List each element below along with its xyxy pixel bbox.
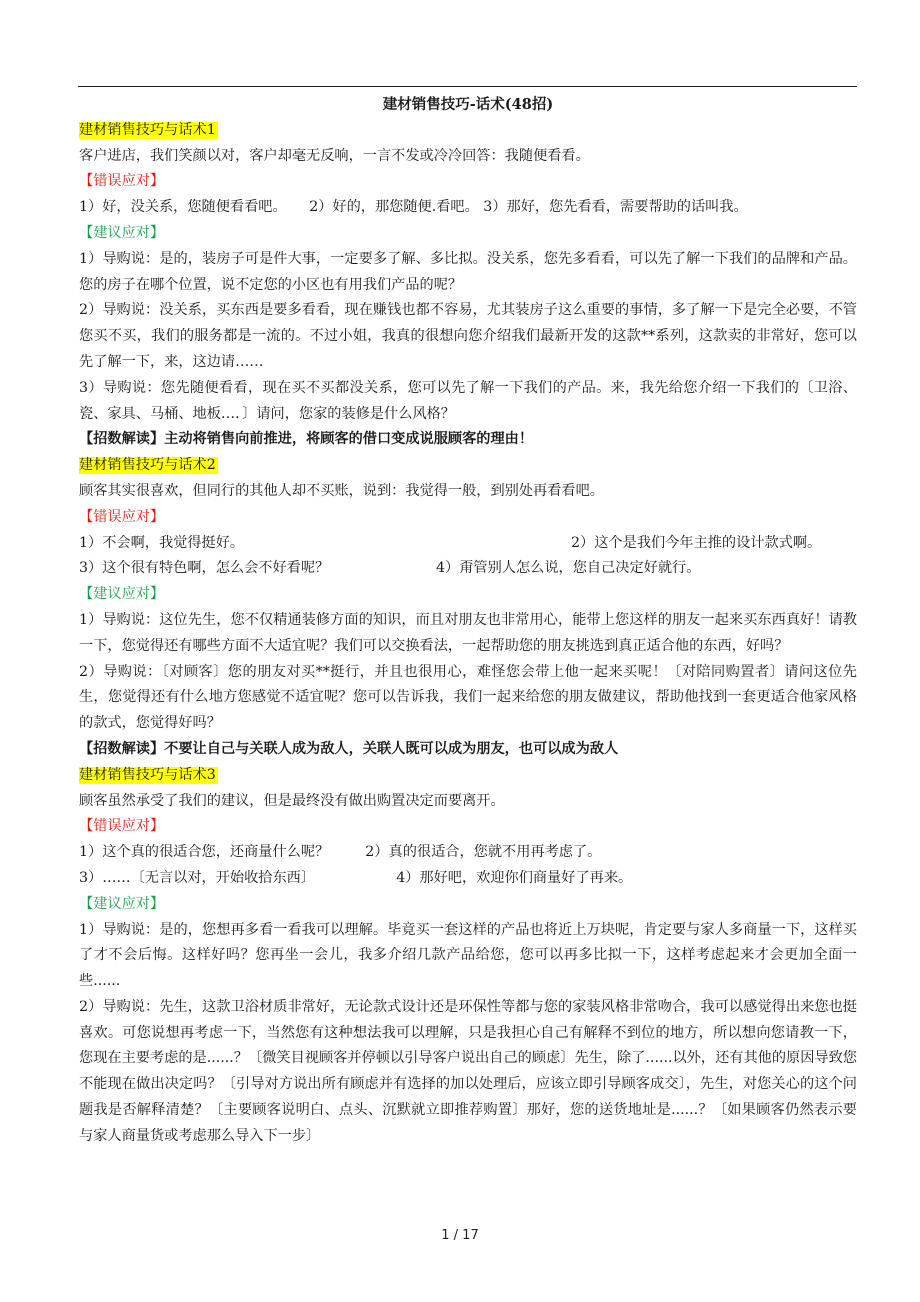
section-2-wrong-label: 【错误应对】 — [79, 508, 165, 525]
section-1-wrong-label: 【错误应对】 — [79, 173, 165, 190]
section-3-suggest-label: 【建议应对】 — [79, 895, 165, 912]
wrong-answer-4: 4）甭管别人怎么说，您自己决定好就行。 — [436, 560, 701, 577]
section-1-scenario: 客户进店，我们笑颜以对，客户却毫无反响，一言不发或冷冷回答：我随便看看。 — [79, 147, 590, 164]
analysis-label: 【招数解读】 — [79, 740, 165, 757]
section-1-suggest-1: 1）导购说：是的，装房子可是件大事，一定要多了解、多比拟。没关系，您先多看看，可以先了解一下我们的品牌和产品。您的房子在哪个位置，说不定您的小区也有用我们产品的呢？ — [79, 250, 857, 293]
analysis-text: 主动将销售向前推进，将顾客的借口变成说服顾客的理由！ — [164, 431, 534, 448]
section-1-wrong-answers: 1）好，没关系，您随便看看吧。 2）好的，那您随便.看吧。 3）那好，您先看看，需要帮助的话叫我。 — [79, 199, 748, 216]
analysis-text: 不要让自己与关联人成为敌人，关联人既可以成为朋友，也可以成为敌人 — [164, 740, 619, 757]
wrong-answer-1: 1）不会啊，我觉得挺好。 — [79, 534, 245, 551]
section-2-analysis — [79, 737, 857, 763]
section-3-scenario: 顾客虽然承受了我们的建议，但是最终没有做出购置决定而要离开。 — [79, 792, 505, 809]
section-1-suggest-3: 3）导购说：您先随便看看，现在买不买都没关系，您可以先了解一下我们的产品。来，我先给您介绍一下我们的〔卫浴、瓷、家具、马桶、地板…．〕请问，您家的装修是什么风格？ — [79, 379, 857, 422]
section-heading-highlight: 建材销售技巧与话术1 — [79, 121, 216, 138]
section-heading-highlight: 建材销售技巧与话术2 — [79, 457, 216, 474]
section-3-wrong-row-2: 3）……〔无言以对，开始收拾东西〕 4）那好吧，欢迎你们商量好了再来。 — [79, 869, 633, 886]
section-2-heading — [79, 453, 857, 479]
section-1-analysis — [79, 427, 857, 453]
section-2-wrong-row-1 — [79, 531, 857, 557]
section-2-suggest-label: 【建议应对】 — [79, 586, 165, 603]
section-2-scenario: 顾客其实很喜欢，但同行的其他人却不买账，说到：我觉得一般，到别处再看看吧。 — [79, 482, 604, 499]
section-1-suggest-2: 2）导购说：没关系，买东西是要多看看，现在赚钱也都不容易，尤其装房子这么重要的事情，多了解一下是完全必要，不管您买不买，我们的服务都是一流的。不过小姐，我真的很想向您介绍我们最新开发的这款**系列，这款卖的非常好，您可以先了解一下，来，这边请…… — [79, 302, 857, 370]
header-rule — [78, 86, 857, 87]
section-2-wrong-row-2 — [79, 556, 857, 582]
section-3-suggest-1: 1）导购说：是的，您想再多看一看我可以理解。毕竟买一套这样的产品也将近上万块呢，肯定要与家人多商量一下，这样买了才不会后悔。这样好吗？您再坐一会儿，我多介绍几款产品给您，您可以再多比拟一下，这样考虑起来才会更加全面一些...... — [79, 921, 857, 990]
section-1-heading — [79, 118, 857, 144]
wrong-answer-2: 2）这个是我们今年主推的设计款式啊。 — [571, 534, 822, 551]
page-number: 1 / 17 — [441, 1228, 479, 1243]
section-3-wrong-label: 【错误应对】 — [79, 818, 165, 835]
wrong-answer-3: 3）这个很有特色啊，怎么会不好看呢？ — [79, 560, 330, 577]
section-3-heading — [79, 763, 857, 789]
section-heading-highlight: 建材销售技巧与话术3 — [79, 766, 216, 783]
section-3-wrong-row-1: 1）这个真的很适合您，还商量什么呢？ 2）真的很适合，您就不用再考虑了。 — [79, 844, 602, 861]
section-2-suggest-2: 2）导购说：〔对顾客〕您的朋友对买**挺行，并且也很用心，难怪您会带上他一起来买呢！〔对陪同购置者〕请问这位先生，您觉得还有什么地方您感觉不适宜呢？您可以告诉我，我们一起来给您的朋友做建议，帮助他找到一套更适合他家风格的款式，您觉得好吗？ — [79, 663, 857, 732]
section-3-suggest-2: 2）导购说：先生，这款卫浴材质非常好，无论款式设计还是环保性等都与您的家装风格非常吻合，我可以感觉得出来您也挺喜欢。可您说想再考虑一下，当然您有这种想法我可以理解，只是我担心自己有解释不到位的地方，所以想向您请教一下，您现在主要考虑的是......？〔微笑目视顾客并停顿以引导客户说出自己的顾虑〕先生，除了......以外，还有其他的原因导致您不能现在做出决定吗？〔引导对方说出所有顾虑并有选择的加以处理后，应该立即引导顾客成交〕，先生，对您关心的这个问题我是否解释清楚？〔主要顾客说明白、点头、沉默就立即推荐购置〕那好，您的送货地址是......？〔如果顾客仍然表示要与家人商量货或考虑那么导入下一步〕 — [79, 998, 857, 1144]
document-body — [79, 92, 857, 1150]
section-1-suggest-label: 【建议应对】 — [79, 224, 165, 241]
analysis-label: 【招数解读】 — [79, 431, 165, 448]
document-title: 建材销售技巧-话术(48招) — [382, 96, 554, 113]
section-2-suggest-1: 1）导购说：这位先生，您不仅精通装修方面的知识，而且对朋友也非常用心，能带上您这样的朋友一起来买东西真好！请教一下，您觉得还有哪些方面不大适宜呢？我们可以交换看法，一起帮助您的朋友挑选到真正适合他的东西，好吗？ — [79, 611, 857, 654]
